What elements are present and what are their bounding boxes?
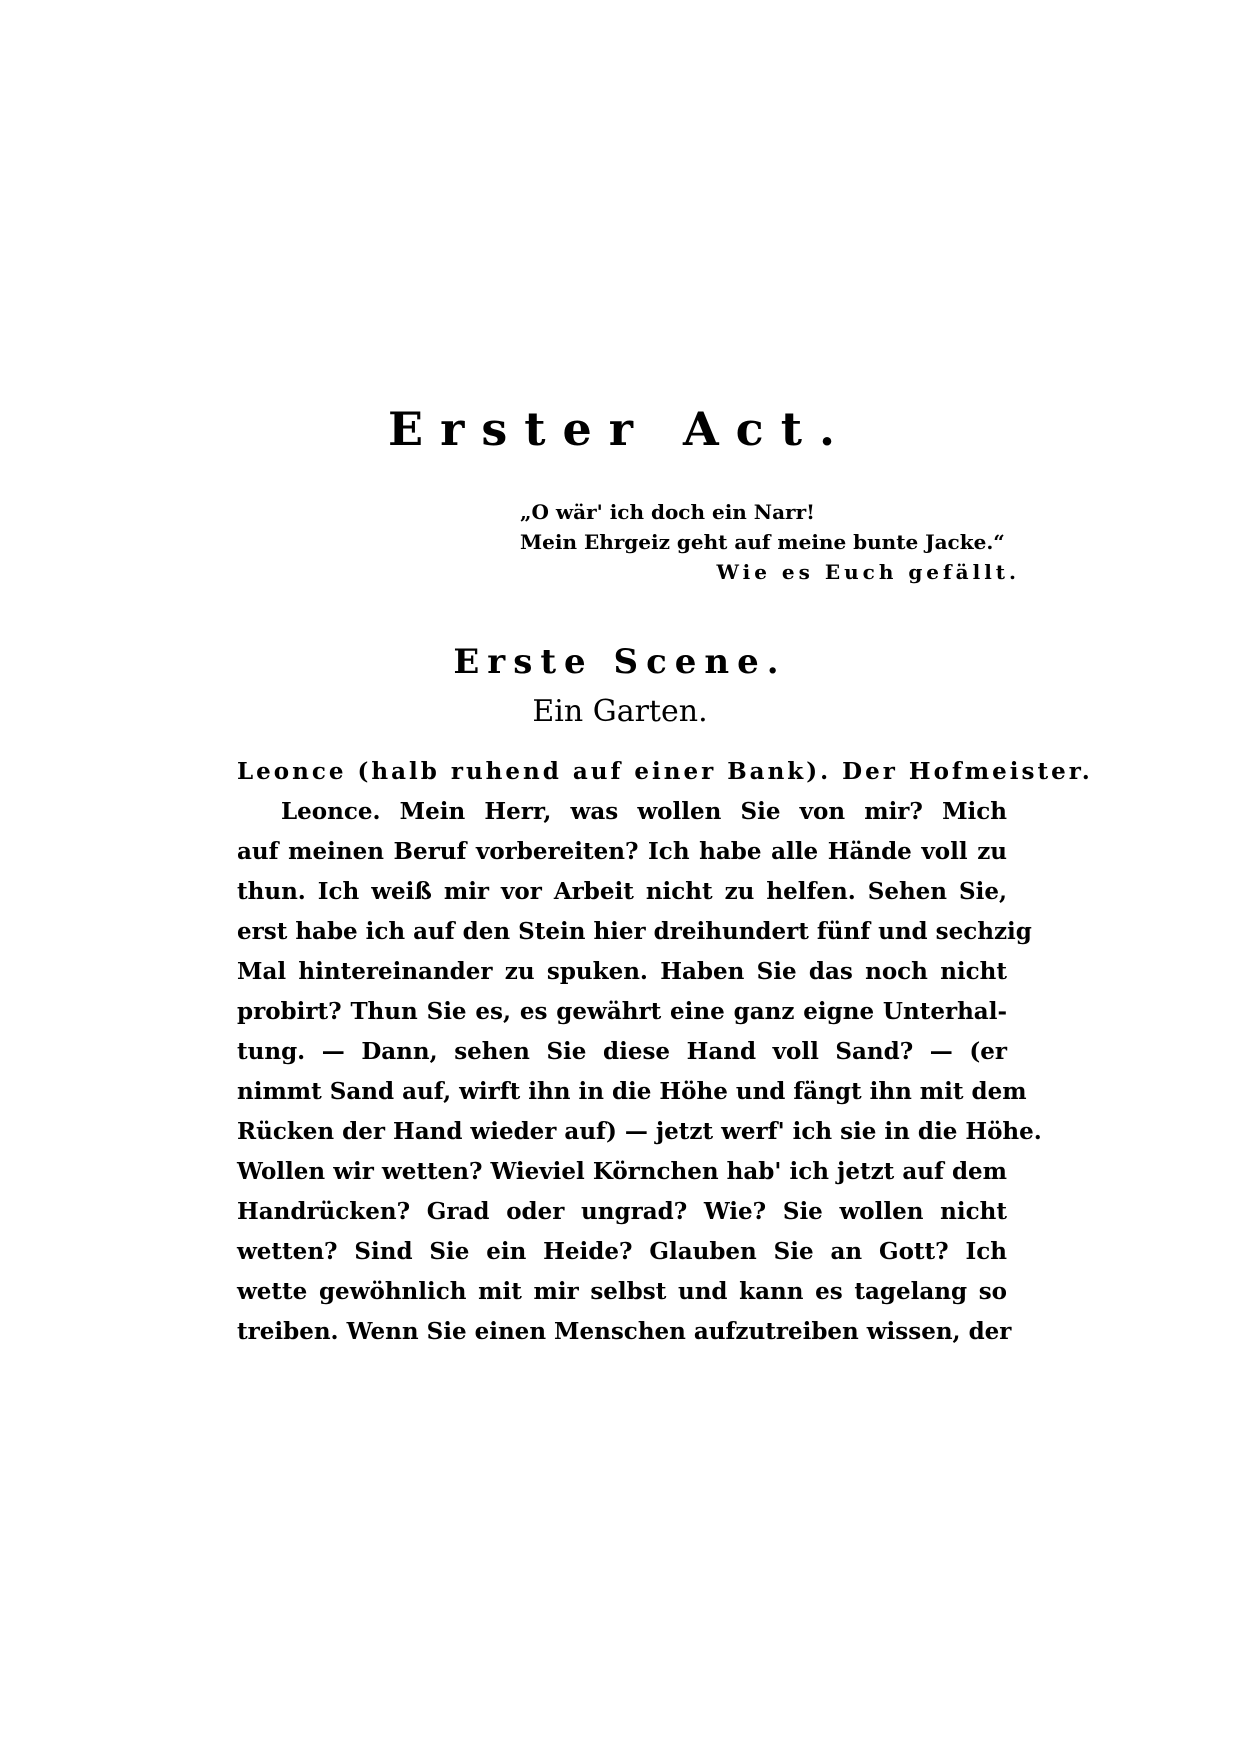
dialogue-line: probirt? Thun Sie es, es gewährt eine ganz eigne Unterhal- xyxy=(237,998,1007,1025)
dialogue-line: wette gewöhnlich mit mir selbst und kann es tagelang so xyxy=(237,1278,1007,1305)
dialogue-line: erst habe ich auf den Stein hier dreihundert fünf und sechzig xyxy=(237,918,1032,945)
dialogue-line: nimmt Sand auf, wirft ihn in die Höhe und fängt ihn mit dem xyxy=(237,1078,1027,1105)
stage-direction-line: Leonce (halb ruhend auf einer Bank). Der Hofmeister. xyxy=(237,758,1093,785)
dialogue-line: Leonce. Mein Herr, was wollen Sie von mir? Mich xyxy=(281,798,1007,825)
dialogue-line: auf meinen Beruf vorbereiten? Ich habe alle Hände voll zu xyxy=(237,838,1007,865)
scene-setting: Ein Garten. xyxy=(532,694,708,729)
dialogue-line: thun. Ich weiß mir vor Arbeit nicht zu helfen. Sehen Sie, xyxy=(237,878,1007,905)
dialogue-line: Handrücken? Grad oder ungrad? Wie? Sie wollen nicht xyxy=(237,1198,1007,1225)
act-title: Erster Act. xyxy=(388,402,852,456)
motto-source: Wie es Euch gefällt. xyxy=(716,560,1020,584)
motto-line-1: „O wär' ich doch ein Narr! xyxy=(520,500,815,524)
motto-epigraph xyxy=(520,497,1020,587)
dialogue-line: Rücken der Hand wieder auf) — jetzt werf' ich sie in die Höhe. xyxy=(237,1118,1042,1145)
dialogue-line: wetten? Sind Sie ein Heide? Glauben Sie an Gott? Ich xyxy=(237,1238,1007,1265)
dialogue-line: treiben. Wenn Sie einen Menschen aufzutreiben wissen, der xyxy=(237,1318,1012,1345)
dialogue-line: Wollen wir wetten? Wieviel Körnchen hab' ich jetzt auf dem xyxy=(237,1158,1007,1185)
scene-title: Erste Scene. xyxy=(453,642,787,682)
dialogue-line: tung. — Dann, sehen Sie diese Hand voll Sand? — (er xyxy=(237,1038,1007,1065)
play-text xyxy=(237,752,1093,1352)
dialogue-line: Mal hintereinander zu spuken. Haben Sie das noch nicht xyxy=(237,958,1007,985)
motto-line-2: Mein Ehrgeiz geht auf meine bunte Jacke.“ xyxy=(520,530,1005,554)
